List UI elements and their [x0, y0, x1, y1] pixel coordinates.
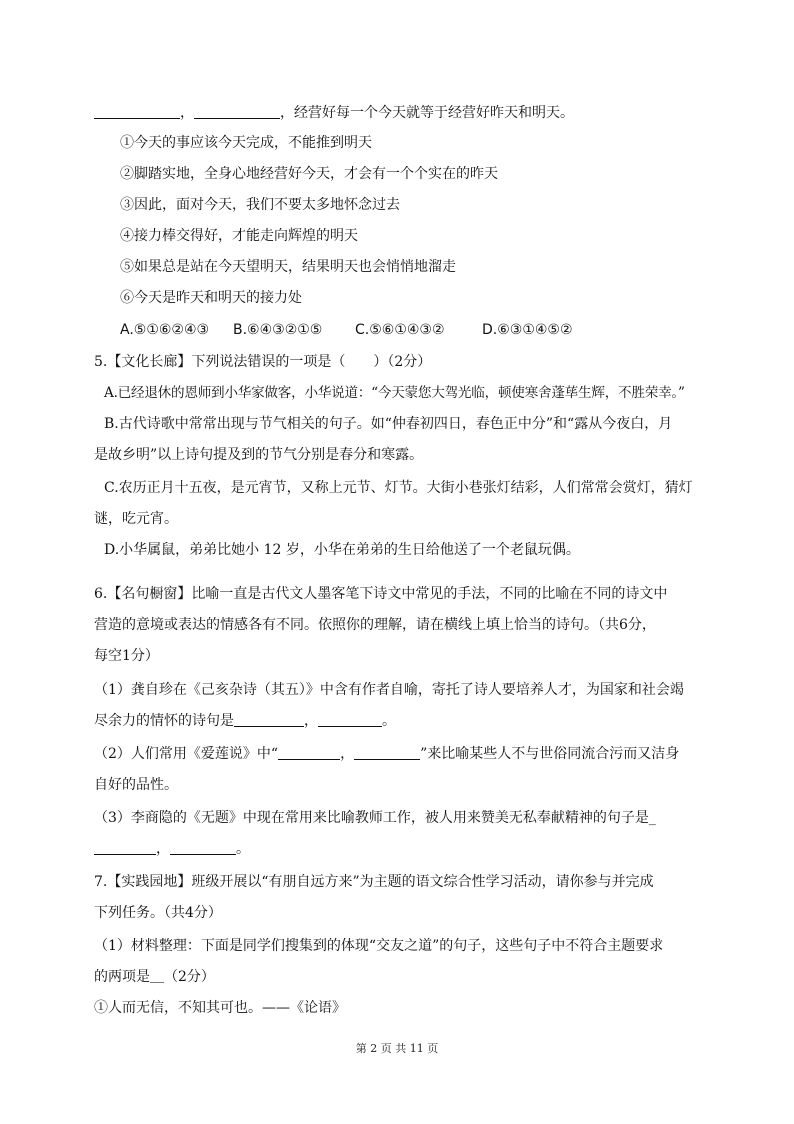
q4-item: ③因此，面对今天，我们不要太多地怀念过去: [120, 197, 400, 213]
q6-stem-line3: 每空1分）: [94, 648, 159, 664]
q4-item: ⑤如果总是站在今天望明天，结果明天也会悄悄地溜走: [120, 259, 456, 275]
q4-sep: ，: [180, 105, 194, 121]
answer-blank[interactable]: [170, 840, 236, 855]
q4-item: ⑥今天是昨天和明天的接力处: [120, 290, 302, 306]
q4-item: ②脚踏实地，全身心地经营好今天，才会有一个个实在的昨天: [120, 166, 498, 182]
q7-sub1-line2: 的两项是＿（2分）: [94, 969, 215, 985]
q7-item-1: ①人而无信，不知其可也。——《论语》: [94, 1000, 346, 1016]
q4-stem: [94, 103, 574, 123]
q6-sub3-line1: （3）李商隐的《无题》中现在常用来比喻教师工作，被人用来赞美无私奉献精神的句子是_: [94, 810, 656, 826]
q5-option-b-line1: B.古代诗歌中常常出现与节气相关的句子。如“仲春初四日，春色正中分”和“露从今夜白，月: [104, 416, 673, 432]
q4-stem-suffix: ，经营好每一个今天就等于经营好昨天和明天。: [280, 105, 574, 121]
q6-comma: ，: [156, 841, 170, 857]
q6-sub2-line1: [94, 744, 679, 764]
q7-stem-line1: 7.【实践园地】班级开展以“有朋自远方来”为主题的语文综合性学习活动，请你参与并完成: [94, 874, 654, 890]
q5-option-d: D.小华属鼠，弟弟比她小 12 岁，小华在弟弟的生日给他送了一个老鼠玩偶。: [104, 542, 580, 558]
q4-option-c[interactable]: C.⑤⑥①④③②: [355, 322, 445, 338]
q4-option-a[interactable]: A.⑤①⑥②④③: [120, 322, 210, 338]
q6-sub1-prefix: 尽余力的情怀的诗句是: [94, 713, 234, 729]
q4-option-d[interactable]: D.⑥③①④⑤②: [482, 322, 573, 338]
q6-sub2-suffix: ”来比喻某些人不与世俗同流合污而又洁身: [420, 746, 680, 762]
q7-stem-line2: 下列任务。（共4分）: [94, 905, 222, 921]
q6-comma: ，: [304, 713, 318, 729]
q5-option-c-line1: C.农历正月十五夜，是元宵节，又称上元节、灯节。大街小巷张灯结彩，人们常常会赏灯，猜灯: [104, 480, 693, 496]
answer-blank[interactable]: [94, 104, 180, 119]
q6-stem-line2: 营造的意境或表达的情感各有不同。依照你的理解，请在横线上填上恰当的诗句。（共6分，: [94, 617, 656, 633]
q5-stem: 5.【文化长廊】下列说法错误的一项是（ ）（2分）: [94, 354, 432, 370]
q6-stem-line1: 6.【名句橱窗】比喻一直是古代文人墨客笔下诗文中常见的手法，不同的比喻在不同的诗文中: [94, 586, 668, 602]
q6-sub2-prefix: （2）人们常用《爱莲说》中“: [94, 746, 279, 762]
answer-blank[interactable]: [354, 745, 420, 760]
q6-sub1-line1: （1）龚自珍在《己亥杂诗（其五）》中含有作者自喻，寄托了诗人要培养人才，为国家和社会竭: [94, 682, 684, 698]
q6-comma: ，: [340, 746, 355, 762]
q5-option-a: A.已经退休的恩师到小华家做客，小华说道：“今天蒙您大驾光临，顿使寒舍蓬荜生辉，不胜荣幸。”: [104, 385, 685, 401]
q6-sub1-line2: [94, 711, 396, 731]
answer-blank[interactable]: [278, 745, 340, 760]
answer-blank[interactable]: [318, 712, 382, 727]
q6-period: 。: [236, 841, 250, 857]
q7-sub1-line1: （1）材料整理：下面是同学们搜集到的体现“交友之道”的句子，这些句子中不符合主题要求: [94, 938, 664, 954]
answer-blank[interactable]: [194, 104, 280, 119]
q6-period: 。: [382, 713, 396, 729]
answer-blank[interactable]: [234, 712, 304, 727]
q4-item: ①今天的事应该今天完成，不能推到明天: [120, 135, 372, 151]
answer-blank[interactable]: [94, 840, 156, 855]
q5-option-c-line2: 谜，吃元宵。: [94, 511, 178, 527]
page-footer: 第 2 页 共 11 页: [355, 1042, 439, 1055]
q6-sub2-line2: 自好的品性。: [94, 777, 178, 793]
q6-sub3-line2: [94, 839, 250, 859]
q5-option-b-line2: 是故乡明”以上诗句提及到的节气分别是春分和寒露。: [94, 447, 424, 463]
q4-item: ④接力棒交得好，才能走向辉煌的明天: [120, 228, 358, 244]
q4-option-b[interactable]: B.⑥④③②①⑤: [233, 322, 323, 338]
